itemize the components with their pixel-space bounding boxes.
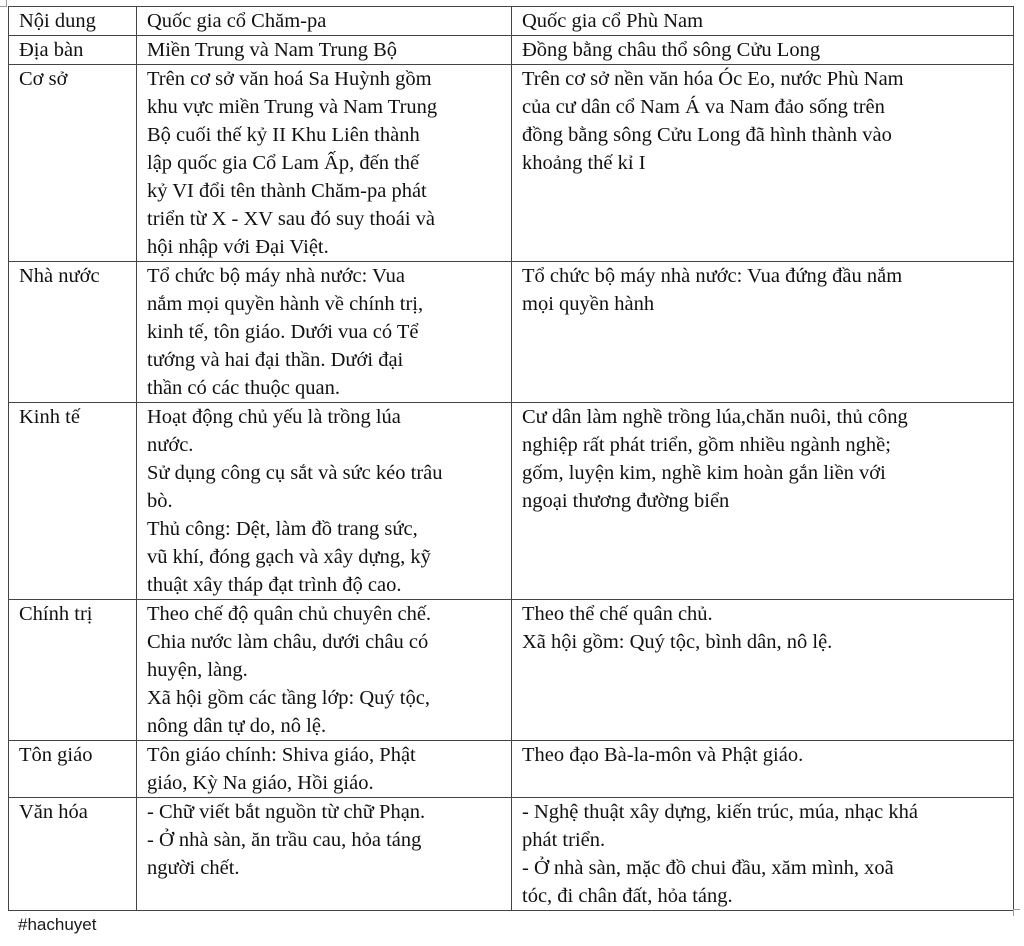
table-header-row: [9, 7, 1014, 36]
champa-cell: - Chữ viết bắt nguồn từ chữ Phạn. - Ở nhà sàn, ăn trầu cau, hỏa táng người chết.: [137, 798, 512, 911]
row-label: Địa bàn: [9, 36, 137, 65]
hashtag-caption: #hachuyet: [18, 915, 97, 934]
champa-cell: Miền Trung và Nam Trung Bộ: [137, 36, 512, 65]
comparison-table: [8, 6, 1014, 911]
phu-nam-cell: Theo đạo Bà-la-môn và Phật giáo.: [512, 741, 1014, 798]
champa-cell: Tôn giáo chính: Shiva giáo, Phật giáo, Kỳ Na giáo, Hồi giáo.: [137, 741, 512, 798]
phu-nam-cell: - Nghệ thuật xây dựng, kiến trúc, múa, nhạc khá phát triển. - Ở nhà sàn, mặc đồ chui đầu, xăm mình, xoã tóc, đi chân đất, hỏa táng.: [512, 798, 1014, 911]
table-row: [9, 798, 1014, 911]
table-row: [9, 741, 1014, 798]
row-label: Cơ sở: [9, 65, 137, 262]
header-champa: Quốc gia cổ Chăm-pa: [137, 7, 512, 36]
table-row: [9, 262, 1014, 403]
row-label: Chính trị: [9, 600, 137, 741]
row-label: Nhà nước: [9, 262, 137, 403]
phu-nam-cell: Tổ chức bộ máy nhà nước: Vua đứng đầu nắm mọi quyền hành: [512, 262, 1014, 403]
table-row: [9, 65, 1014, 262]
champa-cell: Theo chế độ quân chủ chuyên chế. Chia nước làm châu, dưới châu có huyện, làng. Xã hội gồm các tầng lớp: Quý tộc, nông dân tự do, nô lệ.: [137, 600, 512, 741]
row-label: Văn hóa: [9, 798, 137, 911]
phu-nam-cell: Trên cơ sở nền văn hóa Óc Eo, nước Phù Nam của cư dân cổ Nam Á va Nam đảo sống trên đồng bằng sông Cửu Long đã hình thành vào khoảng thế kỉ I: [512, 65, 1014, 262]
phu-nam-cell: Cư dân làm nghề trồng lúa,chăn nuôi, thủ công nghiệp rất phát triển, gồm nhiều ngành nghề; gốm, luyện kim, nghề kim hoàn gắn liền với ngoại thương đường biển: [512, 403, 1014, 600]
champa-cell: Trên cơ sở văn hoá Sa Huỳnh gồm khu vực miền Trung và Nam Trung Bộ cuối thế kỷ II Khu Liên thành lập quốc gia Cổ Lam Ấp, đến thế kỷ VI đổi tên thành Chăm-pa phát triển từ X - XV sau đó suy thoái và hội nhập với Đại Việt.: [137, 65, 512, 262]
table-row: [9, 36, 1014, 65]
page-corner-mark: [0, 0, 7, 7]
row-label: Tôn giáo: [9, 741, 137, 798]
table-row: [9, 600, 1014, 741]
phu-nam-cell: Đồng bằng châu thổ sông Cửu Long: [512, 36, 1014, 65]
champa-cell: Tổ chức bộ máy nhà nước: Vua nắm mọi quyền hành về chính trị, kinh tế, tôn giáo. Dưới vua có Tể tướng và hai đại thần. Dưới đại thần có các thuộc quan.: [137, 262, 512, 403]
champa-cell: Hoạt động chủ yếu là trồng lúa nước. Sử dụng công cụ sắt và sức kéo trâu bò. Thủ công: Dệt, làm đồ trang sức, vũ khí, đóng gạch và xây dựng, kỹ thuật xây tháp đạt trình độ cao.: [137, 403, 512, 600]
phu-nam-cell: Theo thể chế quân chủ. Xã hội gồm: Quý tộc, bình dân, nô lệ.: [512, 600, 1014, 741]
table-row: [9, 403, 1014, 600]
header-noi-dung: Nội dung: [9, 7, 137, 36]
page-corner-mark: [1013, 909, 1020, 916]
header-phu-nam: Quốc gia cổ Phù Nam: [512, 7, 1014, 36]
row-label: Kinh tế: [9, 403, 137, 600]
